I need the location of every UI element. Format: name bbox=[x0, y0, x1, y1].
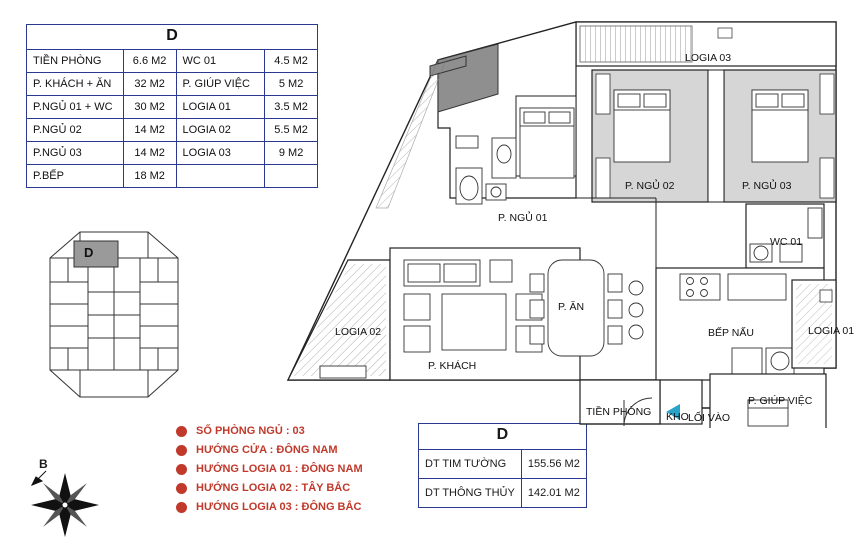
dt-table-title: D bbox=[419, 424, 587, 450]
legend-item bbox=[176, 482, 363, 494]
room-label-maid-room: P. GIÚP VIỆC bbox=[748, 395, 813, 407]
compass-north-label: B bbox=[39, 457, 48, 471]
room-name bbox=[176, 165, 265, 188]
room-name: P. KHÁCH + ĂN bbox=[27, 73, 124, 96]
room-name: TIỀN PHÒNG bbox=[27, 50, 124, 73]
room-name: P.NGỦ 02 bbox=[27, 119, 124, 142]
table-row bbox=[419, 450, 587, 479]
room-label-logia-02: LOGIA 02 bbox=[335, 326, 382, 338]
room-area: 32 M2 bbox=[123, 73, 176, 96]
table-row bbox=[27, 142, 318, 165]
dt-value: 155.56 M2 bbox=[521, 450, 586, 479]
table-row bbox=[27, 119, 318, 142]
room-label-bedroom-03: P. NGỦ 03 bbox=[742, 180, 792, 192]
room-area: 9 M2 bbox=[265, 142, 318, 165]
table-row bbox=[27, 165, 318, 188]
legend-item bbox=[176, 444, 363, 456]
floor-plan-drawing bbox=[280, 8, 858, 428]
room-name: P. GIÚP VIỆC bbox=[176, 73, 265, 96]
legend-item-label: HƯỚNG LOGIA 02 : TÂY BẮC bbox=[196, 482, 351, 494]
room-area: 5.5 M2 bbox=[265, 119, 318, 142]
room-area: 6.6 M2 bbox=[123, 50, 176, 73]
area-table-title: D bbox=[27, 25, 318, 50]
room-label-bedroom-01: P. NGỦ 01 bbox=[498, 212, 548, 224]
bullet-icon bbox=[176, 464, 187, 475]
room-label-bedroom-02: P. NGỦ 02 bbox=[625, 180, 675, 192]
legend-item bbox=[176, 501, 363, 513]
room-name: WC 01 bbox=[176, 50, 265, 73]
bullet-icon bbox=[176, 483, 187, 494]
legend-item-label: HƯỚNG CỬA : ĐÔNG NAM bbox=[196, 444, 338, 456]
room-name: LOGIA 02 bbox=[176, 119, 265, 142]
table-row bbox=[27, 96, 318, 119]
legend-item bbox=[176, 463, 363, 475]
dt-name: DT TIM TƯỜNG bbox=[419, 450, 522, 479]
room-label-logia-03: LOGIA 03 bbox=[685, 52, 732, 64]
compass-rose bbox=[18, 455, 113, 540]
legend-item-label: HƯỚNG LOGIA 03 : ĐÔNG BẮC bbox=[196, 501, 362, 513]
room-label-logia-01: LOGIA 01 bbox=[808, 325, 855, 337]
room-area: 3.5 M2 bbox=[265, 96, 318, 119]
bullet-icon bbox=[176, 445, 187, 456]
room-area: 14 M2 bbox=[123, 119, 176, 142]
table-row bbox=[27, 73, 318, 96]
legend-item-label: HƯỚNG LOGIA 01 : ĐÔNG NAM bbox=[196, 463, 363, 475]
compass-icon bbox=[18, 455, 113, 540]
room-area: 14 M2 bbox=[123, 142, 176, 165]
room-area: 5 M2 bbox=[265, 73, 318, 96]
table-title-row bbox=[27, 25, 318, 50]
gross-area-table bbox=[418, 423, 587, 508]
bullet-icon bbox=[176, 502, 187, 513]
room-label-kitchen: BẾP NẤU bbox=[708, 327, 754, 339]
legend bbox=[176, 425, 363, 520]
room-label-storage: KHO bbox=[666, 411, 689, 423]
room-name: P.NGỦ 01 + WC bbox=[27, 96, 124, 119]
key-plan-unit-label: D bbox=[84, 245, 94, 260]
table-row bbox=[419, 479, 587, 508]
highlighted-unit bbox=[74, 241, 118, 267]
room-area: 30 M2 bbox=[123, 96, 176, 119]
entrance-label: LỐI VÀO bbox=[688, 412, 731, 424]
room-name: P.NGỦ 03 bbox=[27, 142, 124, 165]
room-area: 4.5 M2 bbox=[265, 50, 318, 73]
legend-item-label: SỐ PHÒNG NGỦ : 03 bbox=[196, 425, 305, 437]
room-area: 18 M2 bbox=[123, 165, 176, 188]
key-plan-diagram bbox=[28, 222, 198, 407]
bullet-icon bbox=[176, 426, 187, 437]
table-row bbox=[27, 50, 318, 73]
room-label-dining: P. ĂN bbox=[558, 301, 585, 313]
room-name: LOGIA 01 bbox=[176, 96, 265, 119]
room-label-foyer: TIỀN PHÒNG bbox=[586, 406, 652, 418]
key-plan bbox=[28, 222, 198, 407]
floor-plan bbox=[280, 8, 858, 428]
dt-name: DT THÔNG THỦY bbox=[419, 479, 522, 508]
room-name: P.BẾP bbox=[27, 165, 124, 188]
room-label-living: P. KHÁCH bbox=[428, 360, 477, 372]
area-schedule-table bbox=[26, 24, 318, 188]
room-label-wc-01: WC 01 bbox=[770, 236, 803, 248]
room-name: LOGIA 03 bbox=[176, 142, 265, 165]
dt-value: 142.01 M2 bbox=[521, 479, 586, 508]
